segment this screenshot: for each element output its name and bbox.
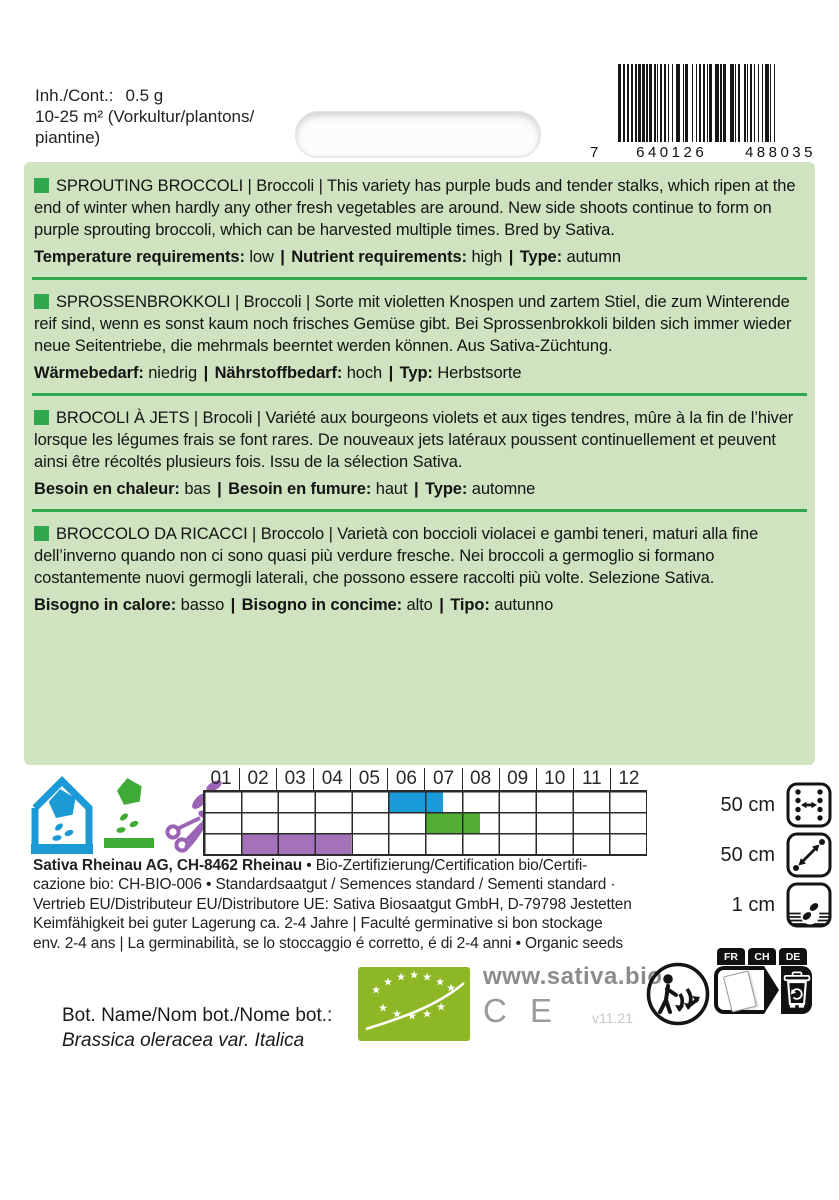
- specs-fr: [34, 478, 805, 500]
- spec-label: Temperature requirements:: [34, 248, 245, 266]
- paper-packet-box: [714, 966, 764, 1014]
- star-icon: ★: [422, 971, 432, 984]
- spec-label: Besoin en fumure:: [228, 480, 372, 498]
- recycling-bin-icon: [782, 971, 812, 1009]
- month-label: 01: [210, 768, 232, 789]
- green-square-bullet: [34, 526, 49, 541]
- variety-body-de: Sorte mit violetten Knospen und zartem Stiel, die zum Winterende reif sind, wenn es sonst kaum noch frisches Gemüse gibt. Bei Sprossenbrokkoli bilden sich immer wieder neue Seitentriebe, die mehrmals beerntet werden können. Aus Sativa-Züchtung.: [34, 293, 792, 355]
- variety-title-fr: BROCOLI À JETS | Brocoli |: [56, 409, 261, 427]
- spec-label: Type:: [424, 480, 468, 498]
- specs-en: [34, 246, 805, 268]
- spec-value: bas: [184, 480, 211, 498]
- recycling-bin-box: [781, 966, 812, 1014]
- spec-value: basso: [180, 596, 225, 614]
- green-square-bullet: [34, 294, 49, 309]
- disposal-instructions-badge: [714, 948, 812, 1014]
- star-icon: ★: [396, 971, 406, 984]
- pipe-separator: |: [439, 596, 444, 614]
- spec-value: hoch: [346, 364, 383, 382]
- row-spacing-row: [688, 780, 832, 830]
- sowing-depth-row: [688, 880, 832, 930]
- variety-title-de: SPROSSENBROKKOLI | Broccoli |: [56, 293, 311, 311]
- pipe-separator: |: [508, 248, 514, 266]
- address-line-1-rest: • Bio-Zertifizierung/Certification bio/Certifi-: [302, 857, 588, 874]
- pipe-separator: |: [280, 248, 285, 266]
- month-label: 07: [424, 768, 461, 790]
- green-square-bullet: [34, 178, 49, 193]
- producer-name: Sativa Rheinau AG, CH-8462 Rheinau: [33, 857, 303, 874]
- barcode-lead-digit: 7: [590, 144, 599, 161]
- content-value: 0.5 g: [125, 86, 164, 105]
- green-square-bullet: [34, 410, 49, 425]
- spec-label: Typ:: [399, 364, 433, 382]
- spec-value: autunno: [494, 596, 554, 614]
- spec-value: alto: [406, 596, 433, 614]
- calendar-grid: [203, 790, 647, 856]
- spec-label: Tipo:: [450, 596, 490, 614]
- direct-sowing-icon: [104, 774, 154, 856]
- plant-spacing-icon: [786, 832, 832, 878]
- spec-label: Nährstoffbedarf:: [214, 364, 343, 382]
- botanical-name-label: Bot. Name/Nom bot./Nome bot.:: [62, 1005, 333, 1026]
- barcode-group-1: 640126: [636, 144, 708, 161]
- spec-value: high: [471, 248, 503, 266]
- cultivation-icons: [30, 770, 226, 856]
- section-divider: [32, 393, 807, 396]
- sowing-depth-icon: [786, 882, 832, 928]
- month-label: 05: [350, 768, 387, 790]
- specs-de: [34, 362, 805, 384]
- month-label: 11: [573, 768, 610, 790]
- star-icon: ★: [407, 1010, 417, 1023]
- tab-fr: FR: [717, 948, 745, 965]
- tab-de: DE: [779, 948, 807, 965]
- description-panel: [24, 162, 815, 765]
- paper-packet-icon: [723, 970, 757, 1012]
- section-divider: [32, 277, 807, 280]
- star-icon: ★: [392, 1008, 402, 1021]
- spec-label: Type:: [519, 248, 563, 266]
- address-line-2: cazione bio: CH-BIO-006 • Standardsaatgut / Semences standard / Sementi standard ·: [33, 876, 616, 894]
- section-french: [34, 407, 805, 500]
- row-spacing-icon: [786, 782, 832, 828]
- plant-spacing-row: [688, 830, 832, 880]
- spec-label: Wärmebedarf:: [34, 364, 144, 382]
- address-line-1: [33, 856, 693, 875]
- pipe-separator: |: [388, 364, 394, 382]
- variety-title-en: SPROUTING BROCCOLI | Broccoli |: [56, 177, 323, 195]
- month-label: 03: [276, 768, 313, 790]
- sowing-depth-value: 1 cm: [731, 893, 775, 916]
- star-icon: ★: [435, 976, 445, 989]
- content-line: [35, 85, 254, 106]
- spec-value: niedrig: [148, 364, 198, 382]
- section-divider: [32, 509, 807, 512]
- star-icon: ★: [436, 1001, 446, 1014]
- botanical-name: Brassica oleracea var. Italica: [62, 1030, 305, 1051]
- greenhouse-sowing-icon: [30, 772, 94, 856]
- spec-value: low: [249, 248, 274, 266]
- content-info: [35, 85, 254, 148]
- triman-recycling-icon: [645, 960, 711, 1028]
- spec-value: automne: [471, 480, 536, 498]
- star-icon: ★: [409, 969, 419, 982]
- pipe-separator: |: [413, 480, 419, 498]
- specs-it: [34, 594, 805, 616]
- star-icon: ★: [446, 982, 456, 995]
- sowing-calendar: [203, 766, 647, 856]
- ce-mark: C E: [483, 992, 560, 1029]
- month-label: 10: [536, 768, 573, 790]
- disposal-body: [714, 966, 812, 1014]
- star-icon: ★: [422, 1008, 432, 1021]
- month-label: 06: [387, 768, 424, 790]
- month-label: 04: [313, 768, 350, 790]
- content-label: Inh./Cont.:: [35, 86, 114, 105]
- description-en: [34, 175, 805, 241]
- address-line-3: Vertrieb EU/Distributeur EU/Distributore UE: Sativa Biosaatgut GmbH, D-79798 Jestetten: [33, 895, 632, 913]
- description-de: [34, 291, 805, 357]
- description-it: [34, 523, 805, 589]
- coverage-line-2: piantine): [35, 128, 101, 147]
- spec-label: Bisogno in concime:: [241, 596, 403, 614]
- section-english: [34, 175, 805, 268]
- spec-value: Herbstsorte: [437, 364, 522, 382]
- month-label: 09: [499, 768, 536, 790]
- spec-value: haut: [375, 480, 408, 498]
- botanical-name-block: [62, 1003, 332, 1053]
- section-german: [34, 291, 805, 384]
- variety-body-fr: Variété aux bourgeons violets et aux tiges tendres, mûre à la fin de l’hiver lorsque les légumes frais se font rares. De nouveaux jets latéraux poussent continuellement et peuvent ainsi être récoltés plusieurs fois. Issu de la sélection Sativa.: [34, 409, 794, 471]
- star-icon: ★: [378, 1002, 388, 1015]
- variety-body-it: Varietà con boccioli violacei e gambi teneri, maturi alla fine dell’inverno quando non ci sono quasi più verdure fresche. Nei broccoli a germoglio si formano costantemente nuovi germogli laterali, che possono essere raccolti più volte. Selezione Sativa.: [34, 525, 759, 587]
- description-fr: [34, 407, 805, 473]
- spacing-info: [688, 780, 832, 930]
- spec-label: Besoin en chaleur:: [34, 480, 180, 498]
- spec-label: Bisogno in calore:: [34, 596, 177, 614]
- barcode: [588, 58, 838, 162]
- eu-organic-logo: [358, 967, 470, 1041]
- tab-ch: CH: [748, 948, 776, 965]
- plant-spacing-value: 50 cm: [720, 843, 775, 866]
- variety-title-it: BROCCOLO DA RICACCI | Broccolo |: [56, 525, 333, 543]
- harvest-bar: [241, 833, 352, 854]
- pipe-separator: |: [230, 596, 236, 614]
- star-icon: ★: [371, 984, 381, 997]
- version-label: v11.21: [592, 1010, 633, 1026]
- planting-out-bar: [425, 812, 480, 833]
- row-spacing-value: 50 cm: [720, 793, 775, 816]
- website-url: www.sativa.bio: [483, 963, 663, 990]
- month-label: 08: [462, 768, 499, 790]
- address-line-4: Keimfähigkeit bei guter Lagerung ca. 2-4 Jahre | Faculté germinative si bon stockage: [33, 915, 603, 933]
- spec-label: Nutrient requirements:: [291, 248, 467, 266]
- country-tabs: [714, 948, 812, 965]
- pipe-separator: |: [217, 480, 222, 498]
- coverage-line-1: 10-25 m² (Vorkultur/plantons/: [35, 107, 255, 126]
- star-icon: ★: [383, 976, 393, 989]
- calendar-months: [203, 766, 647, 790]
- barcode-group-2: 488035: [744, 144, 816, 161]
- section-italian: [34, 523, 805, 616]
- barcode-digits: [590, 144, 816, 161]
- arrow-right-icon: [764, 966, 779, 1014]
- spec-value: autumn: [566, 248, 621, 266]
- address-line-5: env. 2-4 ans | La germinabilità, se lo stoccaggio é corretto, é di 2-4 anni • Organic seeds: [33, 934, 624, 952]
- month-label: 12: [610, 768, 647, 790]
- month-label: 02: [239, 768, 276, 790]
- barcode-bars: [618, 64, 779, 142]
- hang-slot-cutout: [295, 111, 541, 158]
- variety-body-en: This variety has purple buds and tender stalks, which ripen at the end of winter when hardly any other fresh vegetables are around. New side shoots continue to form on purple sprouting broccoli, which can be harvested multiple times. Bred by Sativa.: [34, 177, 796, 239]
- sowing-under-cover-bar: [388, 791, 443, 812]
- pipe-separator: |: [203, 364, 209, 382]
- producer-address: [33, 856, 693, 953]
